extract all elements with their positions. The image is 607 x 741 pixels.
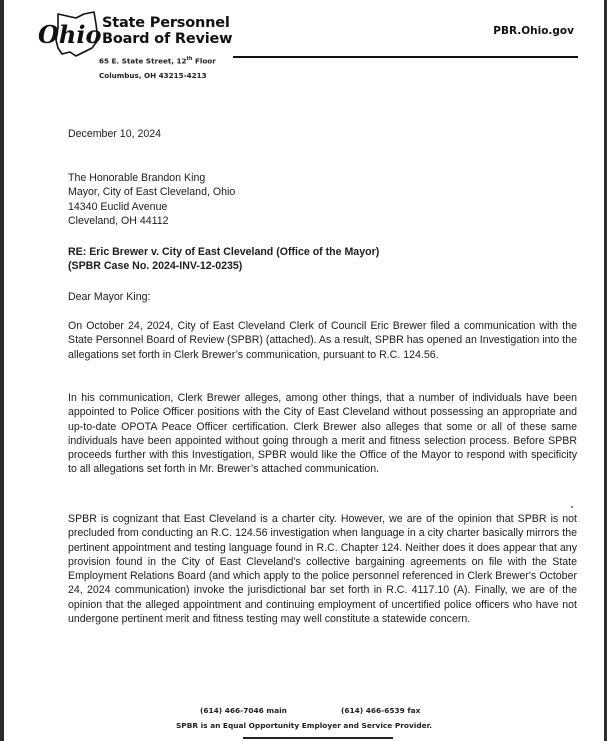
address-line-1: 65 E. State Street, 12th Floor — [99, 56, 216, 66]
body-paragraph-3 — [68, 512, 577, 626]
phone-fax: (614) 466-6539 fax — [341, 706, 421, 715]
recipient-address — [68, 171, 577, 228]
footer-divider — [243, 737, 393, 739]
header-divider — [233, 56, 578, 58]
subject-case-number: (SPBR Case No. 2024-INV-12-0235) — [68, 260, 243, 273]
salutation: Dear Mayor King: — [68, 291, 151, 303]
recipient-city: Cleveland, OH 44112 — [68, 214, 169, 227]
phone-main: (614) 466-7046 main — [200, 706, 287, 715]
scan-artifact — [571, 506, 573, 508]
org-name-line-1: State Personnel — [102, 15, 230, 31]
website-link[interactable]: PBR.Ohio.gov — [493, 25, 574, 37]
subject-line — [68, 245, 577, 274]
body-paragraph-1 — [68, 319, 577, 362]
subject-line-1: RE: Eric Brewer v. City of East Cleveland (Office of the Mayor) — [68, 246, 380, 258]
svg-text:Ohio: Ohio — [38, 20, 102, 49]
paragraph-text: In his communication, Clerk Brewer alleges, among other things, that a number of individuals have been appointed to Police Officer positions with the City of East Cleveland without possessing an appropriate and up-to-date OPOTA Peace Officer certification. Clerk Brewer also alleges that some or all of these same individuals have been appointed without going through a merit and fitness selection process. Before SPBR proceeds further with this Investigation, SPBR would like the Office of the Mayor to respond with specificity to all allegations set forth in Mr. Brewer’s attached communication. — [68, 392, 577, 476]
letter-date: December 10, 2024 — [68, 128, 162, 140]
recipient-title: Mayor, City of East Cleveland, Ohio — [68, 186, 236, 199]
ohio-state-logo-icon — [36, 10, 106, 58]
letter-page — [4, 0, 604, 741]
body-paragraph-2 — [68, 391, 577, 477]
org-name-line-2: Board of Review — [102, 31, 233, 47]
organization-address — [99, 52, 216, 83]
recipient-street: 14340 Euclid Avenue — [68, 200, 168, 213]
organization-name — [102, 15, 232, 47]
address-line-2: Columbus, OH 43215-4213 — [99, 71, 207, 81]
paragraph-text: SPBR is cognizant that East Cleveland is a charter city. However, we are of the opinion that SPBR is not precluded from conducting an R.C. 124.56 investigation when language in a city charter basically mirrors the pertinent appointment and testing language found in R.C. Chapter 124. Neither does it does appear that any provision found in the City of East Cleveland’s collective bargaining agreements on file with the State Employment Relations Board (and which apply to the police personnel referenced in Clerk Brewer's October 24, 2024 communication) invoke the jurisdictional bar set forth in R.C. 4117.10 (A). Finally, we are of the opinion that the alleged appointment and continuing employment of uncertified police officers who have not undergone pertinent merit and fitness testing may well constitute a statewide concern. — [68, 513, 577, 626]
eeo-statement: SPBR is an Equal Opportunity Employer and Service Provider. — [175, 721, 433, 730]
paragraph-text: On October 24, 2024, City of East Cleveland Clerk of Council Eric Brewer filed a communication with the State Personnel Board of Review (SPBR) (attached). As a result, SPBR has opened an Investigation into the allegations set forth in Clerk Brewer’s communication, pursuant to R.C. 124.56. — [68, 320, 577, 361]
recipient-name: The Honorable Brandon King — [68, 172, 206, 184]
